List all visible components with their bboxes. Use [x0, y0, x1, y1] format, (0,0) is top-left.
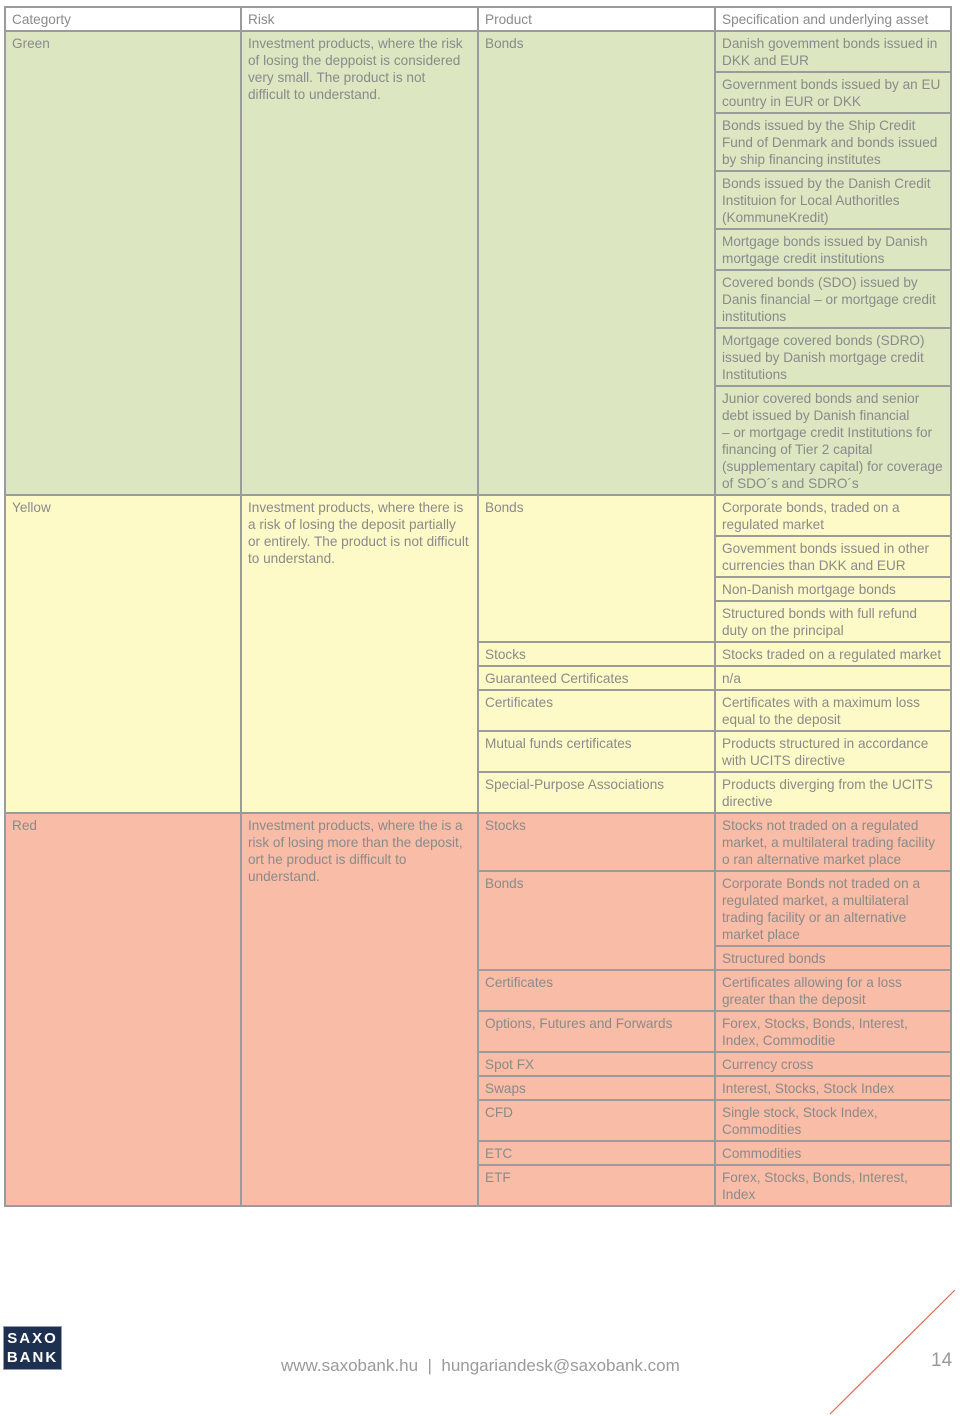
specification-cell: Corporate Bonds not traded on a regulated market, a multilateral trading facility or an alternative market place	[715, 871, 951, 946]
specification-cell: Government bonds issued by an EU country in EUR or DKK	[715, 72, 951, 113]
table-body	[5, 31, 951, 1206]
specification-cell: Bonds issued by the Danish Credit Instituion for Local Authoritles (KommuneKredit)	[715, 171, 951, 229]
risk-cell: Investment products, where the is a risk of losing more than the deposit, ort he product is difficult to understand.	[241, 813, 478, 1206]
table-row	[5, 495, 951, 536]
footer-separator: |	[427, 1356, 432, 1375]
product-cell: Bonds	[478, 31, 715, 495]
product-cell: Guaranteed Certificates	[478, 666, 715, 690]
product-cell: Certificates	[478, 970, 715, 1011]
logo-line-saxo: SAXO	[7, 1330, 58, 1347]
specification-cell: Commodities	[715, 1141, 951, 1165]
specification-cell: Stocks traded on a regulated market	[715, 642, 951, 666]
specification-cell: Products diverging from the UCITS directive	[715, 772, 951, 813]
specification-cell: Non-Danish mortgage bonds	[715, 577, 951, 601]
specification-cell: Certificates allowing for a loss greater than the deposit	[715, 970, 951, 1011]
category-cell: Green	[5, 31, 241, 495]
specification-cell: Mortgage covered bonds (SDRO) issued by Danish mortgage credit Institutions	[715, 328, 951, 386]
product-cell: CFD	[478, 1100, 715, 1141]
header-risk: Risk	[241, 7, 478, 31]
specification-cell: Products structured in accordance with UCITS directive	[715, 731, 951, 772]
specification-cell: Covered bonds (SDO) issued by Danis financial – or mortgage credit institutions	[715, 270, 951, 328]
risk-cell: Investment products, where there is a risk of losing the deposit partially or entirely. The product is not difficult to understand.	[241, 495, 478, 813]
product-cell: Bonds	[478, 495, 715, 642]
specification-cell: Certificates with a maximum loss equal to the deposit	[715, 690, 951, 731]
table-header-row	[5, 7, 951, 31]
specification-cell: Interest, Stocks, Stock Index	[715, 1076, 951, 1100]
specification-cell: Currency cross	[715, 1052, 951, 1076]
specification-cell: Junior covered bonds and senior debt issued by Danish financial – or mortgage credit Institutions for financing of Tier 2 capital (supplementary capital) for coverage of SDO´s and SDRO´s	[715, 386, 951, 495]
specification-cell: Stocks not traded on a regulated market, a multilateral trading facility o ran alternative market place	[715, 813, 951, 871]
email-link[interactable]: hungariandesk@saxobank.com	[441, 1356, 680, 1375]
specification-cell: Forex, Stocks, Bonds, Interest, Index, Commoditie	[715, 1011, 951, 1052]
product-cell: Swaps	[478, 1076, 715, 1100]
specification-cell: Danish govemment bonds issued in DKK and EUR	[715, 31, 951, 72]
header-specification: Specification and underlying asset	[715, 7, 951, 31]
header-product: Product	[478, 7, 715, 31]
table-row	[5, 31, 951, 72]
footer-contact	[281, 1356, 680, 1376]
product-cell: Bonds	[478, 871, 715, 970]
specification-cell: Bonds issued by the Ship Credit Fund of Denmark and bonds issued by ship financing institutes	[715, 113, 951, 171]
logo-line-bank: BANK	[6, 1349, 59, 1366]
risk-cell: Investment products, where the risk of losing the deppoist is considered very small. The product is not difficult to understand.	[241, 31, 478, 495]
category-cell: Red	[5, 813, 241, 1206]
risk-classification-table	[4, 6, 952, 1207]
saxo-bank-logo	[3, 1326, 62, 1370]
table-row	[5, 813, 951, 871]
website-link[interactable]: www.saxobank.hu	[281, 1356, 419, 1375]
product-cell: ETC	[478, 1141, 715, 1165]
specification-cell: Forex, Stocks, Bonds, Interest, Index	[715, 1165, 951, 1206]
product-cell: Options, Futures and Forwards	[478, 1011, 715, 1052]
product-cell: Spot FX	[478, 1052, 715, 1076]
header-category: Categorty	[5, 7, 241, 31]
product-cell: Mutual funds certificates	[478, 731, 715, 772]
specification-cell: Corporate bonds, traded on a regulated market	[715, 495, 951, 536]
product-cell: Certificates	[478, 690, 715, 731]
specification-cell: Structured bonds with full refund duty on the principal	[715, 601, 951, 642]
page-number: 14	[931, 1350, 953, 1371]
product-cell: Stocks	[478, 813, 715, 871]
specification-cell: Single stock, Stock Index, Commodities	[715, 1100, 951, 1141]
specification-cell: Structured bonds	[715, 946, 951, 970]
product-cell: Special-Purpose Associations	[478, 772, 715, 813]
specification-cell: n/a	[715, 666, 951, 690]
category-cell: Yellow	[5, 495, 241, 813]
product-cell: Stocks	[478, 642, 715, 666]
specification-cell: Govemment bonds issued in other currencies than DKK and EUR	[715, 536, 951, 577]
specification-cell: Mortgage bonds issued by Danish mortgage credit institutions	[715, 229, 951, 270]
product-cell: ETF	[478, 1165, 715, 1206]
